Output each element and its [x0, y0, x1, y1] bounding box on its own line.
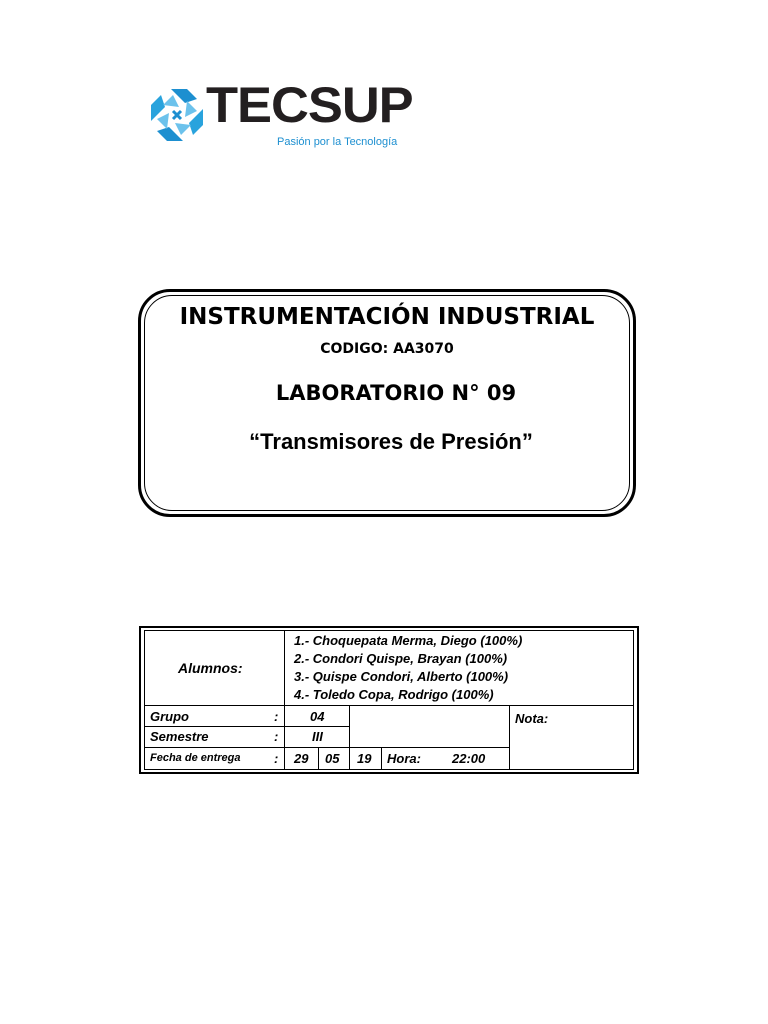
delivery-colon: : — [274, 751, 279, 766]
semester-colon: : — [274, 729, 279, 744]
delivery-day: 29 — [294, 751, 309, 766]
semester-label: Semestre — [150, 729, 209, 744]
student-2: 2.- Condori Quispe, Brayan (100%) — [294, 651, 508, 666]
divider — [318, 747, 319, 770]
group-value: 04 — [310, 709, 325, 724]
group-colon: : — [274, 709, 279, 724]
student-3: 3.- Quispe Condori, Alberto (100%) — [294, 669, 509, 684]
tecsup-logo — [146, 77, 413, 154]
course-title: INSTRUMENTACIÓN INDUSTRIAL — [179, 304, 595, 330]
time-label: Hora: — [387, 751, 421, 766]
divider — [509, 705, 510, 770]
grade-label: Nota: — [515, 711, 549, 726]
logo-tagline: Pasión por la Tecnología — [277, 136, 398, 148]
tecsup-emblem-icon — [146, 84, 208, 146]
divider — [144, 726, 349, 727]
lab-number: LABORATORIO N° 09 — [275, 381, 517, 405]
delivery-month: 05 — [325, 751, 340, 766]
group-label: Grupo — [150, 709, 189, 724]
divider — [144, 705, 634, 706]
divider — [381, 747, 382, 770]
divider — [284, 630, 285, 770]
logo-wordmark: TECSUP — [206, 77, 413, 133]
semester-value: III — [312, 729, 323, 744]
delivery-label: Fecha de entrega — [150, 752, 241, 764]
divider — [349, 705, 350, 770]
students-label: Alumnos: — [178, 660, 243, 676]
divider — [144, 747, 509, 748]
student-4: 4.- Toledo Copa, Rodrigo (100%) — [294, 687, 494, 702]
delivery-year: 19 — [357, 751, 372, 766]
student-1: 1.- Choquepata Merma, Diego (100%) — [294, 633, 523, 648]
time-value: 22:00 — [452, 751, 486, 766]
course-code: CODIGO: AA3070 — [320, 341, 454, 357]
lab-subtitle: “Transmisores de Presión” — [249, 429, 533, 454]
